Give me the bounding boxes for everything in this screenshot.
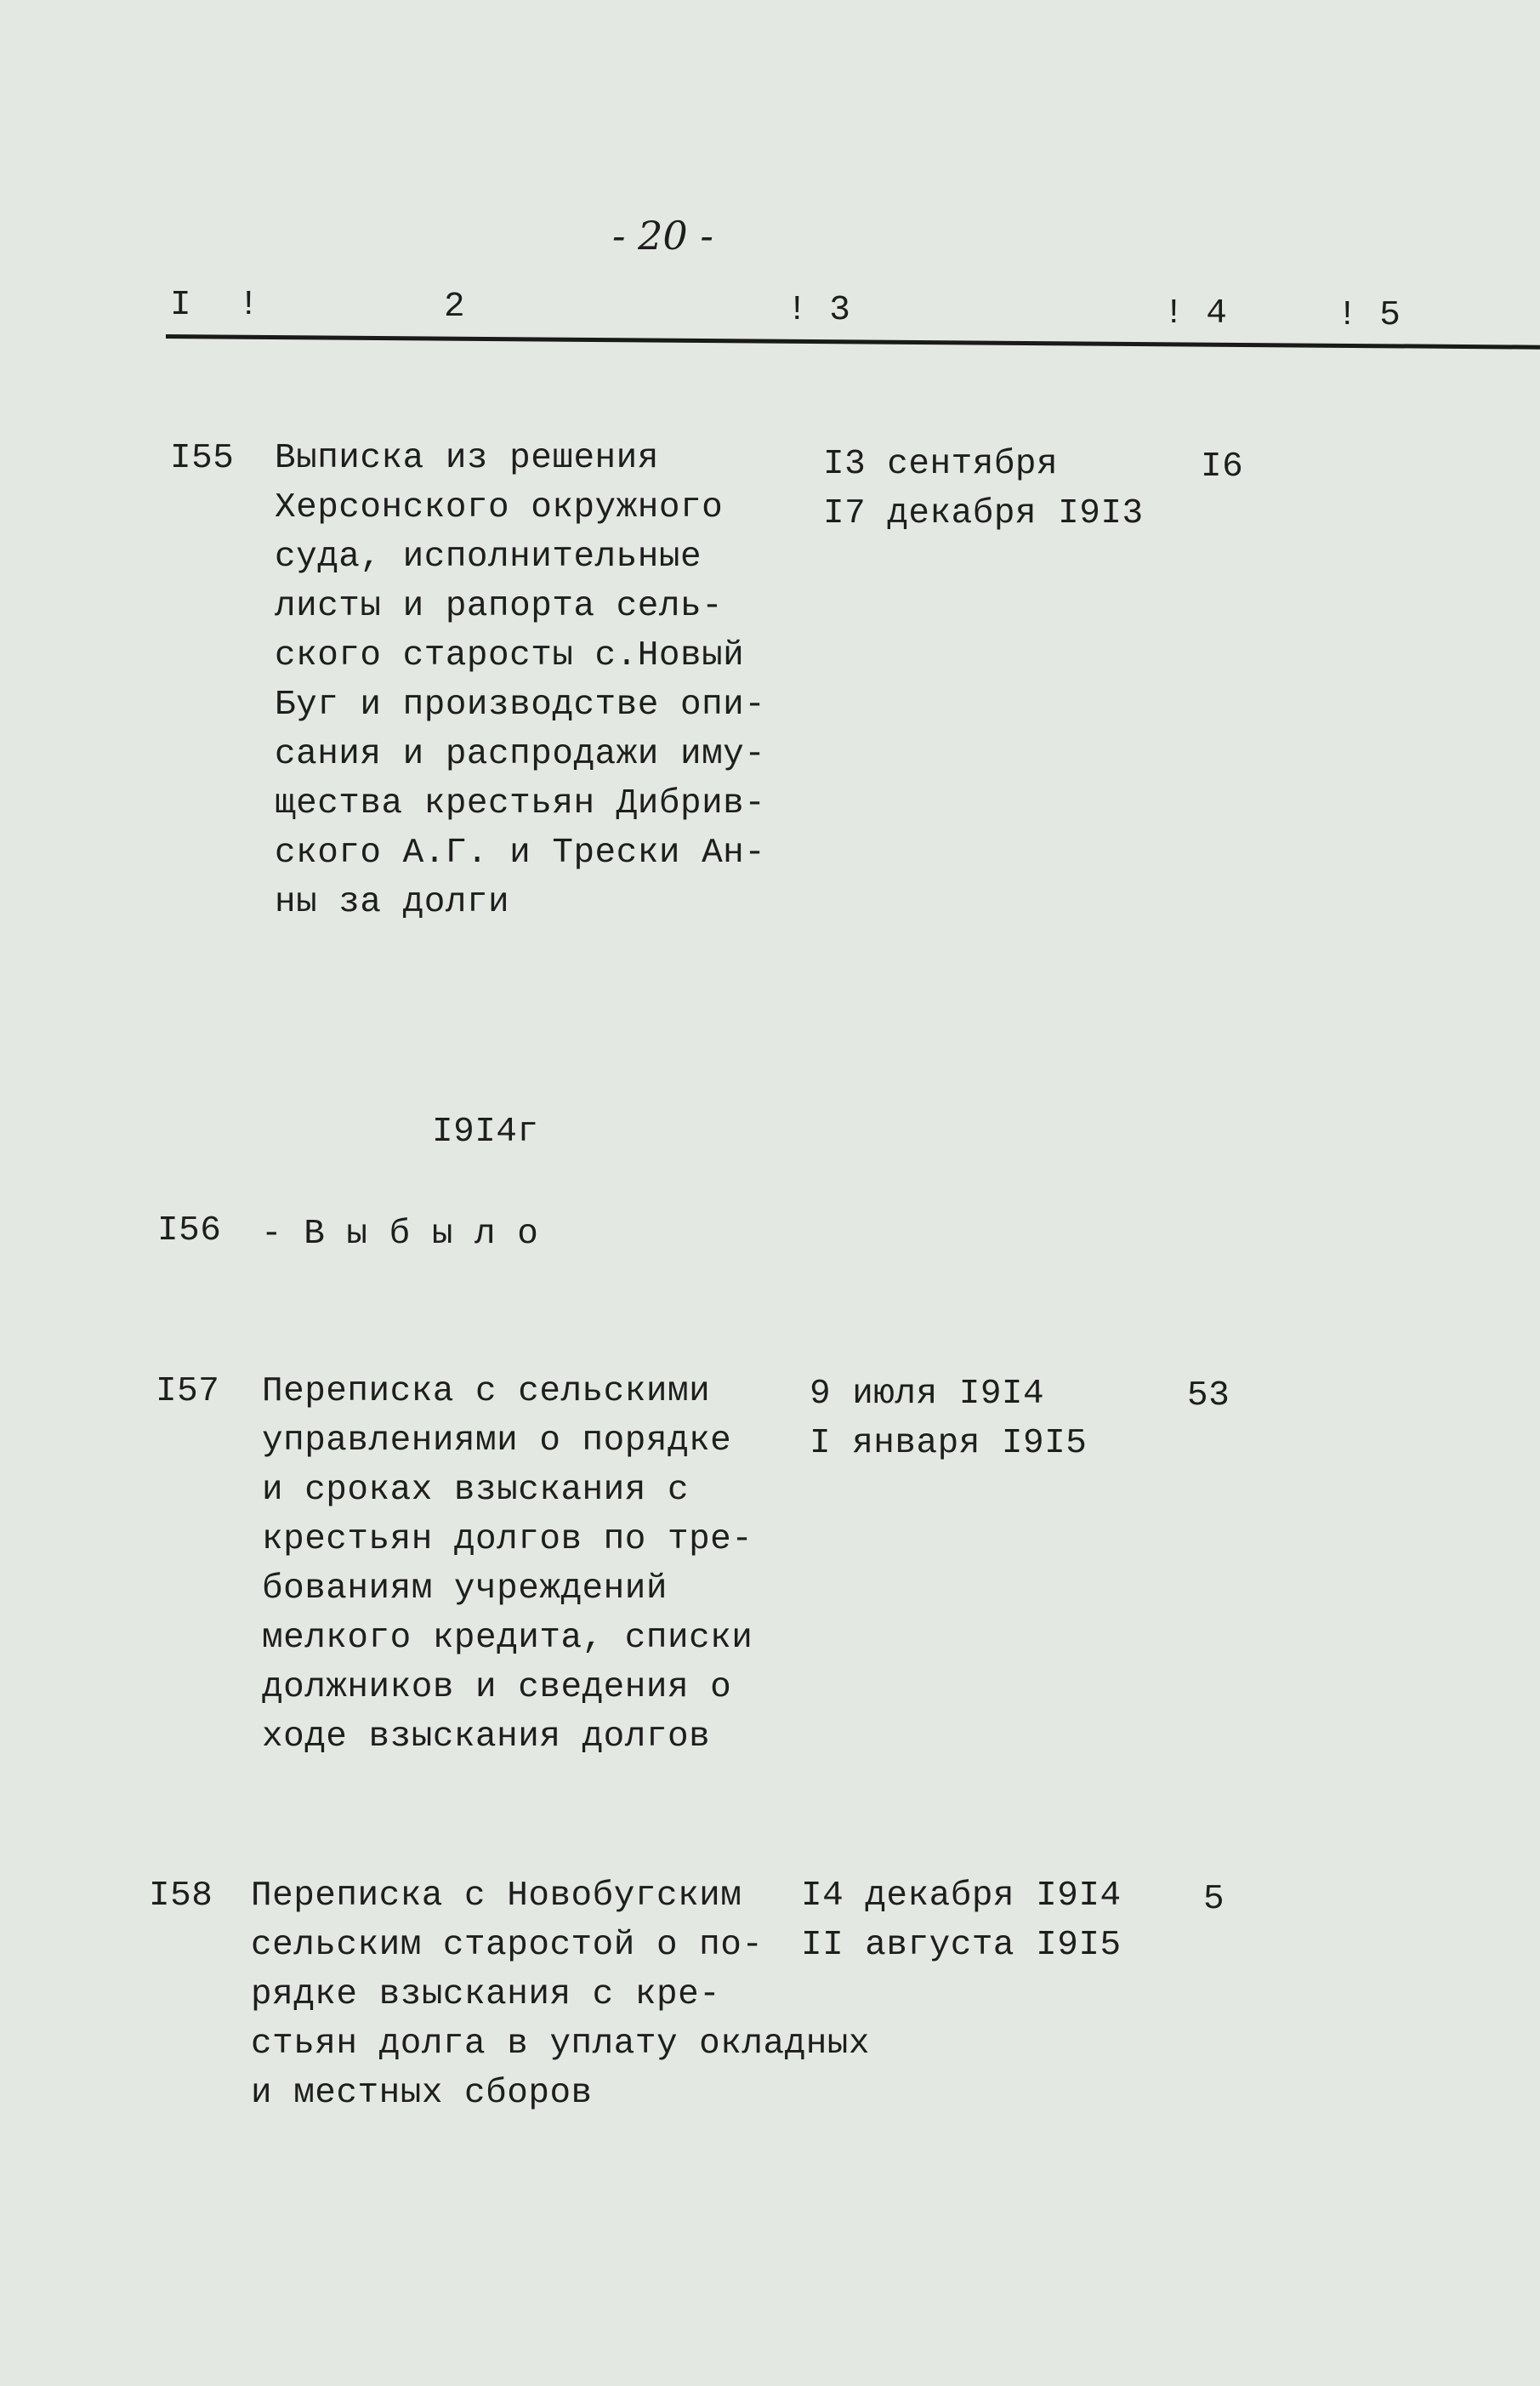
title-line: Выписка из решения (275, 439, 659, 478)
title-line: Буг и производстве опи- (275, 686, 766, 725)
entry-title (251, 1871, 870, 2118)
title-line: сельским старостой о по- (251, 1926, 764, 1965)
entry-pages: I6 (1201, 447, 1244, 487)
entry-number: I58 (149, 1876, 213, 1916)
title-line: щества крестьян Дибрив- (275, 784, 766, 823)
title-line: и сроках взыскания с (262, 1471, 690, 1510)
entry-number: I55 (170, 439, 235, 478)
entry-dates (801, 1871, 1122, 1970)
entry-number: I57 (156, 1372, 220, 1411)
title-line: мелкого кредита, списки (262, 1619, 753, 1658)
title-line: суда, исполнительные (275, 538, 702, 577)
date-line: II августа I9I5 (801, 1926, 1122, 1965)
header-rule (166, 334, 1540, 350)
entry-pages: 53 (1187, 1376, 1230, 1415)
header-col-3: ! 3 (787, 291, 851, 330)
title-line: ского А.Г. и Трески Ан- (275, 834, 766, 873)
title-line: Херсонского окружного (275, 488, 724, 527)
title-line: ского старосты с.Новый (275, 636, 745, 675)
title-line: и местных сборов (251, 2074, 593, 2113)
entry-dates (823, 440, 1144, 538)
title-line: ны за долги (275, 883, 510, 922)
title-line: управлениями о порядке (262, 1421, 732, 1461)
title-line: стьян долга в уплату окладных (251, 2024, 871, 2064)
title-line: ходе взыскания долгов (262, 1717, 711, 1757)
header-col-2: 2 (444, 288, 466, 327)
date-line: I3 сентября (823, 445, 1059, 484)
header-col-5: ! 5 (1337, 296, 1401, 335)
entry-number: I56 (157, 1211, 222, 1250)
year-heading: I9I4г (432, 1113, 539, 1152)
title-line: Переписка с сельскими (262, 1372, 711, 1411)
entry-title (262, 1367, 753, 1762)
entry-dates (810, 1370, 1087, 1468)
title-line: Переписка с Новобугским (251, 1876, 742, 1916)
title-line: бованиям учреждений (262, 1569, 668, 1609)
title-line: листы и рапорта сель- (275, 587, 724, 626)
title-line: крестьян долгов по тре- (262, 1520, 753, 1559)
page-number: - 20 - (612, 213, 713, 259)
header-col-4: ! 4 (1163, 294, 1228, 333)
date-line: I января I9I5 (810, 1424, 1088, 1463)
title-line: рядке взыскания с кре- (251, 1975, 721, 2014)
entry-removed-note: - В ы б ы л о (261, 1215, 539, 1254)
date-line: I7 декабря I9I3 (823, 494, 1144, 533)
entry-title (275, 434, 765, 927)
date-line: I4 декабря I9I4 (801, 1876, 1122, 1916)
entry-pages: 5 (1203, 1880, 1225, 1919)
title-line: сания и распродажи иму- (275, 735, 766, 774)
header-separator: ! (238, 286, 260, 325)
header-col-1: I (170, 286, 192, 325)
title-line: должников и сведения о (262, 1668, 732, 1707)
date-line: 9 июля I9I4 (810, 1375, 1045, 1414)
